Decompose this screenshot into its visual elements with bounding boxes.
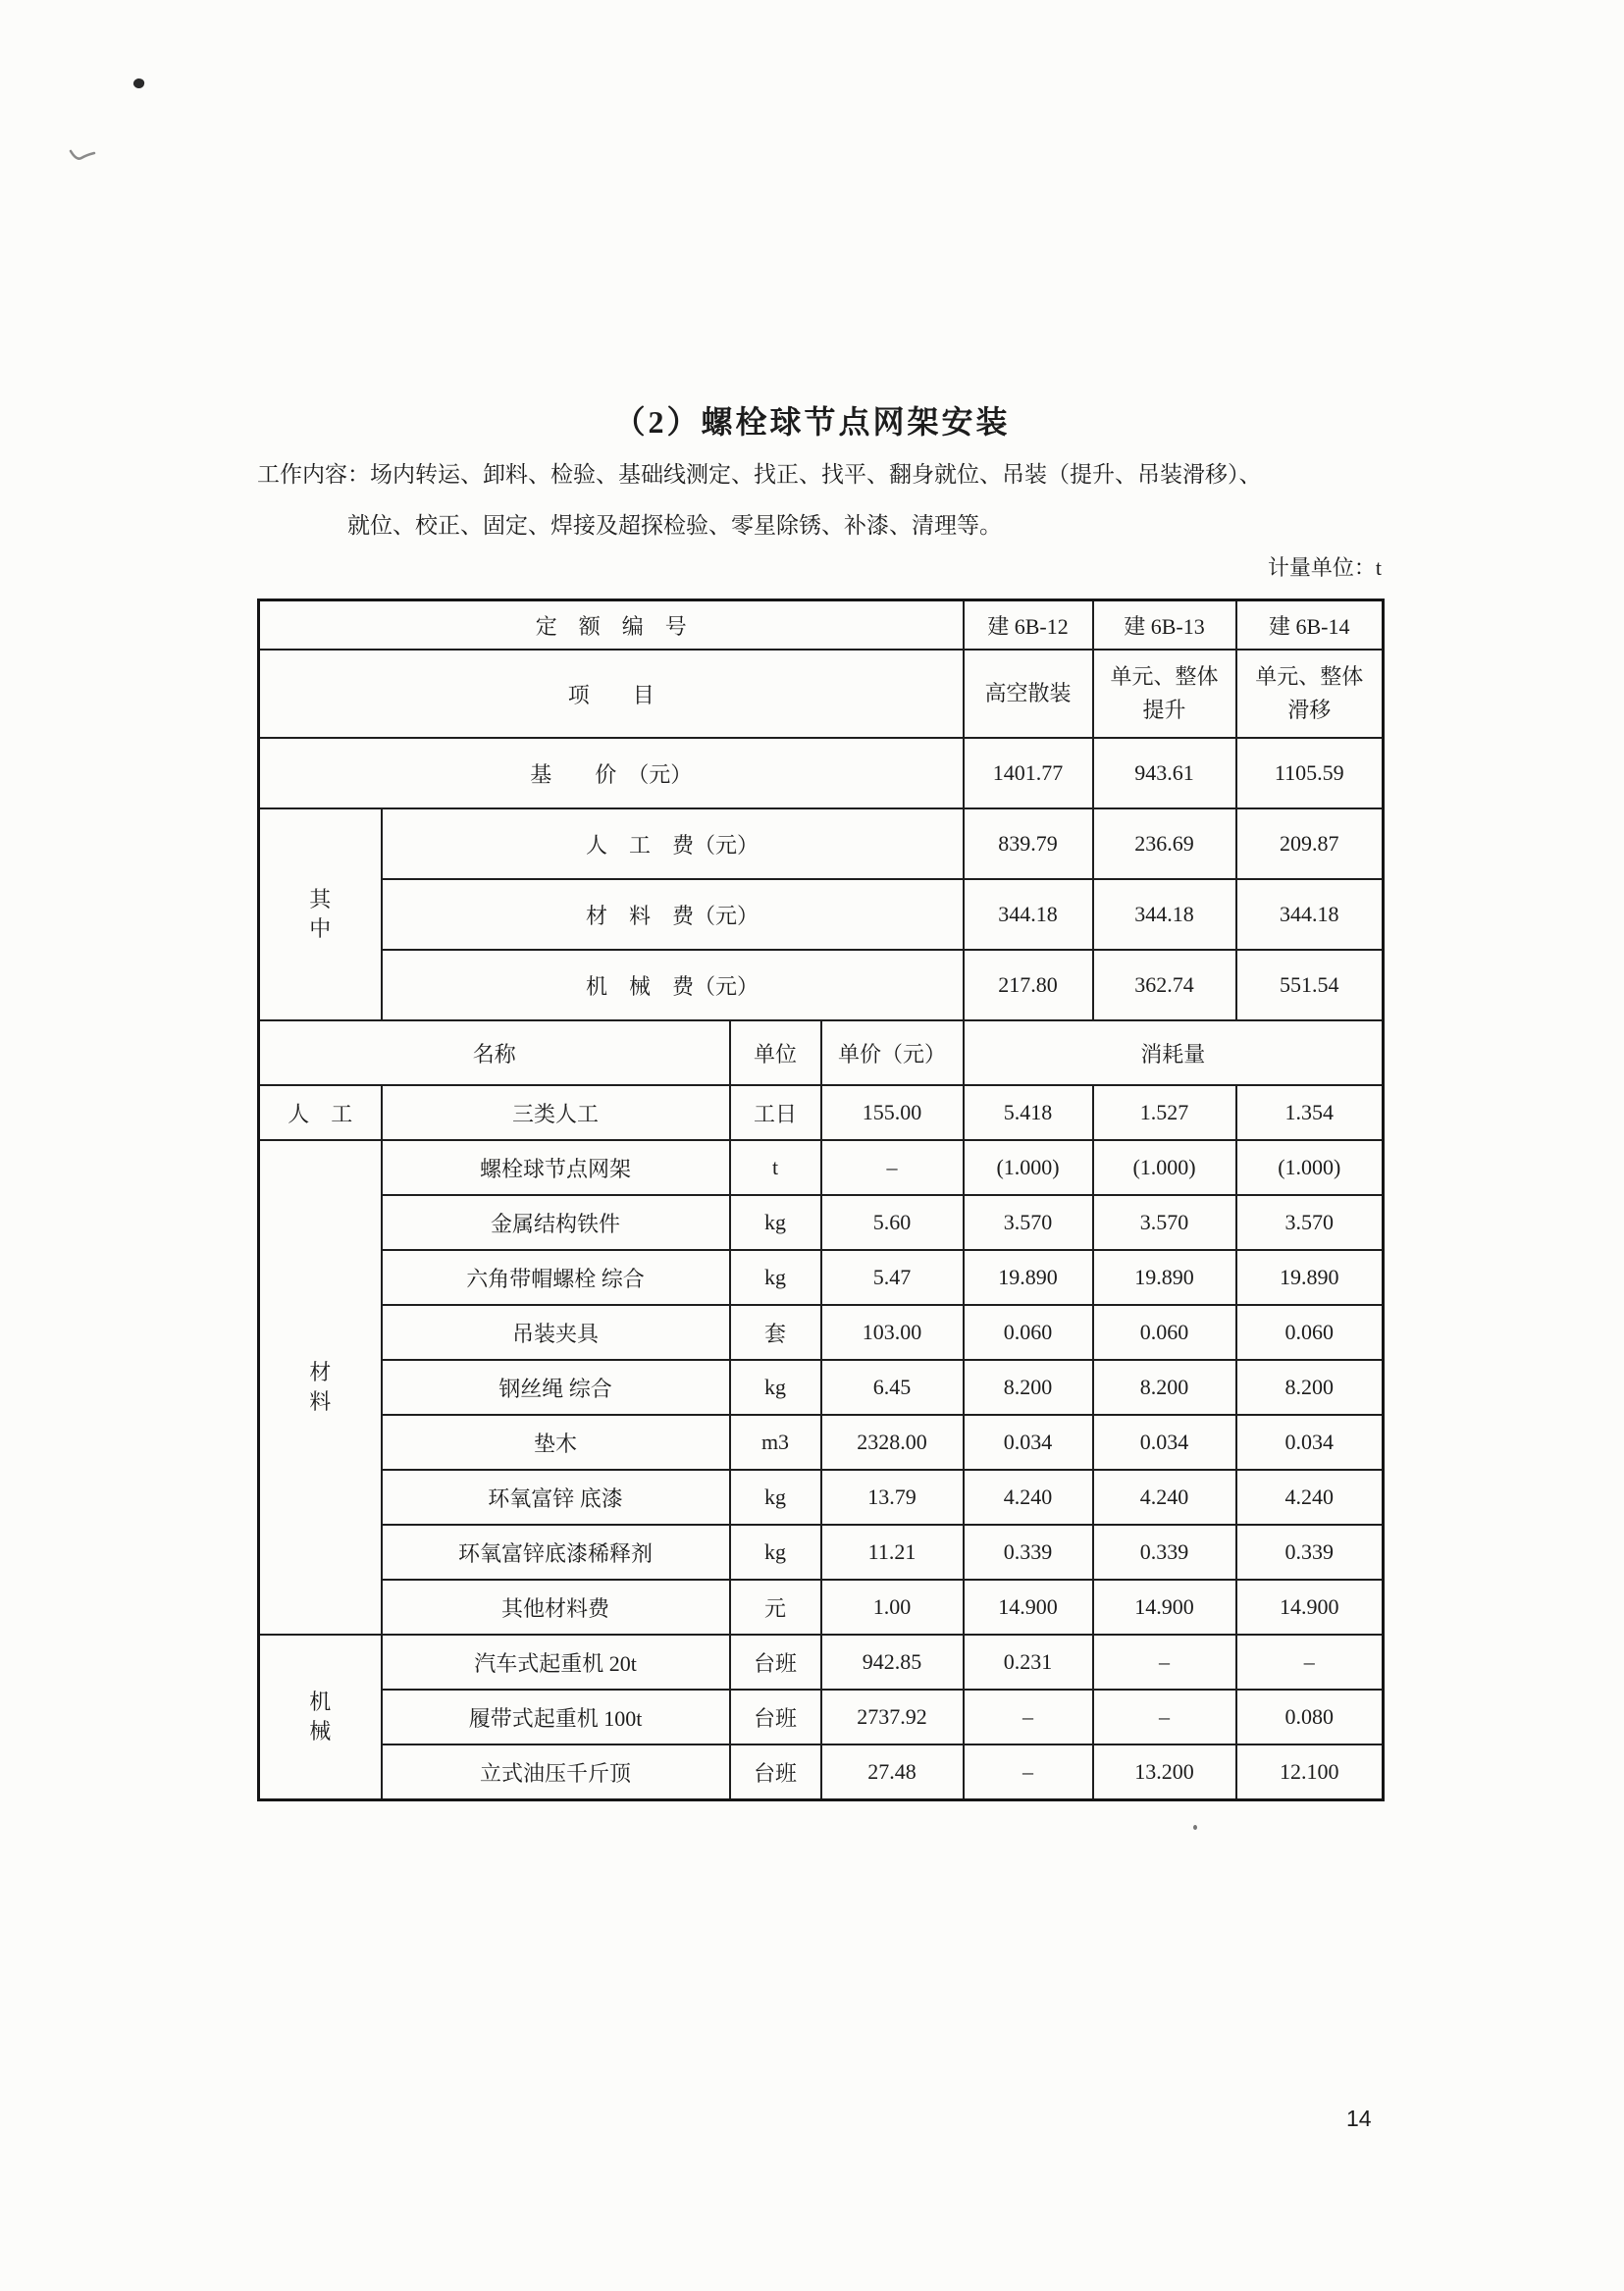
labor-fee-label: 人 工 费（元） xyxy=(382,808,964,879)
header-unit-price: 单价（元） xyxy=(821,1020,964,1085)
category-material: 材料 xyxy=(259,1140,382,1635)
resource-price: 11.21 xyxy=(821,1525,964,1580)
resource-price: 27.48 xyxy=(821,1744,964,1800)
item-1: 高空散装 xyxy=(964,650,1093,738)
consumption-1: – xyxy=(964,1690,1093,1744)
consumption-3: 4.240 xyxy=(1236,1470,1384,1525)
category-labor: 人 工 xyxy=(259,1085,382,1140)
machine-fee-row xyxy=(259,950,1384,1020)
resource-unit: 台班 xyxy=(730,1635,821,1690)
consumption-3: 3.570 xyxy=(1236,1195,1384,1250)
machinery-row xyxy=(259,1635,1384,1690)
quota-table xyxy=(257,599,1385,1801)
header-name: 名称 xyxy=(259,1020,730,1085)
material-row xyxy=(259,1305,1384,1360)
material-row xyxy=(259,1250,1384,1305)
consumption-2: 13.200 xyxy=(1093,1744,1236,1800)
base-price-row xyxy=(259,738,1384,808)
quota-code-label: 定 额 编 号 xyxy=(259,600,964,651)
category-machinery: 机械 xyxy=(259,1635,382,1800)
material-row xyxy=(259,1470,1384,1525)
work-content-line1: 工作内容：场内转运、卸料、检验、基础线测定、找正、找平、翻身就位、吊装（提升、吊装滑移）、 xyxy=(257,462,1262,487)
consumption-3: 1.354 xyxy=(1236,1085,1384,1140)
resource-unit: kg xyxy=(730,1360,821,1415)
material-fee-row xyxy=(259,879,1384,950)
base-price-2: 943.61 xyxy=(1093,738,1236,808)
consumption-3: 8.200 xyxy=(1236,1360,1384,1415)
material-fee-1: 344.18 xyxy=(964,879,1093,950)
item-3: 单元、整体 滑移 xyxy=(1236,650,1384,738)
consumption-3: 0.339 xyxy=(1236,1525,1384,1580)
consumption-2: 0.060 xyxy=(1093,1305,1236,1360)
consumption-2: 4.240 xyxy=(1093,1470,1236,1525)
page-title: （2）螺栓球节点网架安装 xyxy=(613,404,1011,440)
labor-fee-1: 839.79 xyxy=(964,808,1093,879)
machine-fee-3: 551.54 xyxy=(1236,950,1384,1020)
material-row xyxy=(259,1525,1384,1580)
labor-row xyxy=(259,1085,1384,1140)
detail-header-row xyxy=(259,1020,1384,1085)
consumption-2: 1.527 xyxy=(1093,1085,1236,1140)
resource-name: 立式油压千斤顶 xyxy=(382,1744,730,1800)
work-content-line2: 就位、校正、固定、焊接及超探检验、零星除锈、补漆、清理等。 xyxy=(347,513,1002,538)
consumption-1: 14.900 xyxy=(964,1580,1093,1635)
consumption-3: 19.890 xyxy=(1236,1250,1384,1305)
resource-name: 六角带帽螺栓 综合 xyxy=(382,1250,730,1305)
quota-code-3: 建 6B-14 xyxy=(1236,600,1384,651)
resource-name: 环氧富锌 底漆 xyxy=(382,1470,730,1525)
consumption-1: 5.418 xyxy=(964,1085,1093,1140)
machine-fee-1: 217.80 xyxy=(964,950,1093,1020)
consumption-2: 0.034 xyxy=(1093,1415,1236,1470)
consumption-1: (1.000) xyxy=(964,1140,1093,1195)
labor-fee-row xyxy=(259,808,1384,879)
consumption-3: 12.100 xyxy=(1236,1744,1384,1800)
resource-name: 其他材料费 xyxy=(382,1580,730,1635)
consumption-1: 0.060 xyxy=(964,1305,1093,1360)
consumption-2: 8.200 xyxy=(1093,1360,1236,1415)
resource-price: 2328.00 xyxy=(821,1415,964,1470)
consumption-1: 0.231 xyxy=(964,1635,1093,1690)
pen-check-mark xyxy=(69,145,98,170)
base-price-1: 1401.77 xyxy=(964,738,1093,808)
resource-unit: 台班 xyxy=(730,1744,821,1800)
resource-price: 1.00 xyxy=(821,1580,964,1635)
resource-name: 钢丝绳 综合 xyxy=(382,1360,730,1415)
consumption-1: 0.034 xyxy=(964,1415,1093,1470)
consumption-1: – xyxy=(964,1744,1093,1800)
measure-unit-note: 计量单位：t xyxy=(1267,555,1382,580)
machine-fee-label: 机 械 费（元） xyxy=(382,950,964,1020)
resource-unit: 工日 xyxy=(730,1085,821,1140)
resource-unit: 元 xyxy=(730,1580,821,1635)
quota-code-row xyxy=(259,600,1384,651)
item-label: 项 目 xyxy=(259,650,964,738)
consumption-3: 14.900 xyxy=(1236,1580,1384,1635)
consumption-3: 0.060 xyxy=(1236,1305,1384,1360)
resource-price: 5.47 xyxy=(821,1250,964,1305)
resource-unit: kg xyxy=(730,1470,821,1525)
machinery-row xyxy=(259,1690,1384,1744)
material-fee-3: 344.18 xyxy=(1236,879,1384,950)
consumption-2: 0.339 xyxy=(1093,1525,1236,1580)
material-row xyxy=(259,1360,1384,1415)
resource-unit: kg xyxy=(730,1250,821,1305)
resource-unit: t xyxy=(730,1140,821,1195)
item-2: 单元、整体 提升 xyxy=(1093,650,1236,738)
item-row xyxy=(259,650,1384,738)
among-label: 其中 xyxy=(259,808,382,1020)
resource-unit: kg xyxy=(730,1525,821,1580)
consumption-1: 8.200 xyxy=(964,1360,1093,1415)
resource-price: 5.60 xyxy=(821,1195,964,1250)
consumption-2: 19.890 xyxy=(1093,1250,1236,1305)
resource-price: 6.45 xyxy=(821,1360,964,1415)
consumption-1: 19.890 xyxy=(964,1250,1093,1305)
base-price-3: 1105.59 xyxy=(1236,738,1384,808)
page-number: 14 xyxy=(1346,2106,1372,2131)
ink-blot-mark xyxy=(132,78,145,90)
resource-price: 155.00 xyxy=(821,1085,964,1140)
resource-name: 环氧富锌底漆稀释剂 xyxy=(382,1525,730,1580)
resource-name: 汽车式起重机 20t xyxy=(382,1635,730,1690)
consumption-2: (1.000) xyxy=(1093,1140,1236,1195)
material-row xyxy=(259,1415,1384,1470)
material-row xyxy=(259,1140,1384,1195)
machine-fee-2: 362.74 xyxy=(1093,950,1236,1020)
consumption-3: 0.034 xyxy=(1236,1415,1384,1470)
resource-name: 金属结构铁件 xyxy=(382,1195,730,1250)
consumption-1: 0.339 xyxy=(964,1525,1093,1580)
resource-name: 吊装夹具 xyxy=(382,1305,730,1360)
scan-speck xyxy=(1193,1825,1197,1830)
resource-name: 履带式起重机 100t xyxy=(382,1690,730,1744)
resource-price: 13.79 xyxy=(821,1470,964,1525)
labor-fee-2: 236.69 xyxy=(1093,808,1236,879)
consumption-2: – xyxy=(1093,1690,1236,1744)
resource-name: 螺栓球节点网架 xyxy=(382,1140,730,1195)
quota-code-2: 建 6B-13 xyxy=(1093,600,1236,651)
resource-price: – xyxy=(821,1140,964,1195)
consumption-2: – xyxy=(1093,1635,1236,1690)
work-content xyxy=(257,463,1395,537)
resource-price: 942.85 xyxy=(821,1635,964,1690)
consumption-2: 14.900 xyxy=(1093,1580,1236,1635)
consumption-2: 3.570 xyxy=(1093,1195,1236,1250)
resource-unit: 套 xyxy=(730,1305,821,1360)
header-consumption: 消耗量 xyxy=(964,1020,1384,1085)
consumption-3: – xyxy=(1236,1635,1384,1690)
material-fee-label: 材 料 费（元） xyxy=(382,879,964,950)
resource-price: 103.00 xyxy=(821,1305,964,1360)
quota-code-1: 建 6B-12 xyxy=(964,600,1093,651)
consumption-1: 4.240 xyxy=(964,1470,1093,1525)
resource-price: 2737.92 xyxy=(821,1690,964,1744)
base-price-label: 基 价 （元） xyxy=(259,738,964,808)
material-fee-2: 344.18 xyxy=(1093,879,1236,950)
consumption-1: 3.570 xyxy=(964,1195,1093,1250)
machinery-row xyxy=(259,1744,1384,1800)
resource-unit: m3 xyxy=(730,1415,821,1470)
resource-name: 三类人工 xyxy=(382,1085,730,1140)
header-unit: 单位 xyxy=(730,1020,821,1085)
material-row xyxy=(259,1580,1384,1635)
material-row xyxy=(259,1195,1384,1250)
resource-unit: 台班 xyxy=(730,1690,821,1744)
consumption-3: (1.000) xyxy=(1236,1140,1384,1195)
consumption-3: 0.080 xyxy=(1236,1690,1384,1744)
resource-name: 垫木 xyxy=(382,1415,730,1470)
resource-unit: kg xyxy=(730,1195,821,1250)
labor-fee-3: 209.87 xyxy=(1236,808,1384,879)
